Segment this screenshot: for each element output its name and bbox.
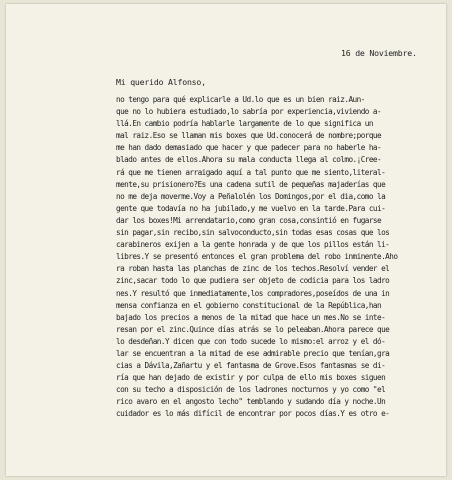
body-line: blado antes de ellos.Ahora su mala conducta llega al colmo.¡Cree- [116, 155, 382, 165]
body-line: nes.Y resultó que inmediatamente,los compradores,poseídos de una in [116, 288, 390, 298]
body-line: con su techo a disposición de los ladrones nocturnos y yo como "el [116, 385, 386, 395]
body-line: carabineros exijen a la gente honrada y de que los pillos están li- [116, 240, 390, 250]
body-line: cias a Dávila,Zañartu y el fantasma de Grove.Esos fantasmas se di- [116, 361, 386, 371]
body-line: llá.En cambio podría hablarle largamente de lo que significa un [116, 119, 373, 129]
body-line: rico avaro en el angosto lecho" temblando y sudando día y noche.Un [116, 397, 386, 407]
body-line: ra roban hasta las planchas de zinc de los techos.Resolví vender el [116, 264, 390, 274]
body-line: mente,su prisionero?Es una cadena sutil de pequeñas majaderías que [116, 179, 386, 189]
body-line: bajado los precios a menos de la mitad que hace un mes.No se inte- [116, 312, 386, 322]
body-line: lo desdeñan.Y dicen que con todo sucede lo mismo:el arroz y el dó- [116, 336, 386, 346]
body-line: cuidador es lo más difícil de encontrar por pocos días.Y es otro e- [116, 409, 390, 419]
letter-page [6, 4, 446, 476]
body-line: resan por el zinc.Quince días atrás se lo peleaban.Ahora parece que [116, 324, 390, 334]
body-line: que no lo hubiera estudiado,lo sabría por experiencia,viviendo a- [116, 107, 382, 117]
body-line: dar los boxes!Mi arrendatario,como gran cosa,consintió en fugarse [116, 215, 382, 225]
letter-body [116, 94, 446, 421]
body-line: lar se encuentran a la mitad de ese admirable precio que tenían,gra [116, 348, 390, 358]
body-line: no tengo para qué explicarle a Ud.lo que es un bien raiz.Aun- [116, 95, 365, 104]
body-line: gente que todavía no ha jubilado,y me vuelvo en la tarde.Para cui- [116, 203, 386, 213]
body-line: libres.Y se presentó entonces el gran problema del robo inminente.Aho [116, 252, 398, 262]
letter-salutation: Mi querido Alfonso, [116, 77, 206, 87]
letter-date: 16 de Noviembre. [341, 48, 417, 58]
body-line: zinc,sacar todo lo que pudiera ser objeto de codicia para los ladro [116, 276, 390, 286]
body-line: rá que me tienen arraigado aquí a tal punto que me siento,literal- [116, 167, 386, 177]
body-line: ría que han dejado de existir y por culpa de ello mis boxes siguen [116, 373, 386, 383]
body-line: mal raiz.Eso se llaman mis boxes que Ud.conocerá de nombre;porque [116, 131, 382, 141]
body-line: no me deja moverme.Voy a Peñalolén los Domingos,por el dia,como la [116, 191, 386, 201]
body-line: sin pagar,sin recibo,sin salvoconducto,sin todas esas cosas que los [116, 228, 390, 238]
body-line: me han dado demasiado que hacer y que padecer para no haberle ha- [116, 143, 382, 153]
body-line: mensa confianza en el gobierno constitucional de la República,han [116, 300, 382, 310]
